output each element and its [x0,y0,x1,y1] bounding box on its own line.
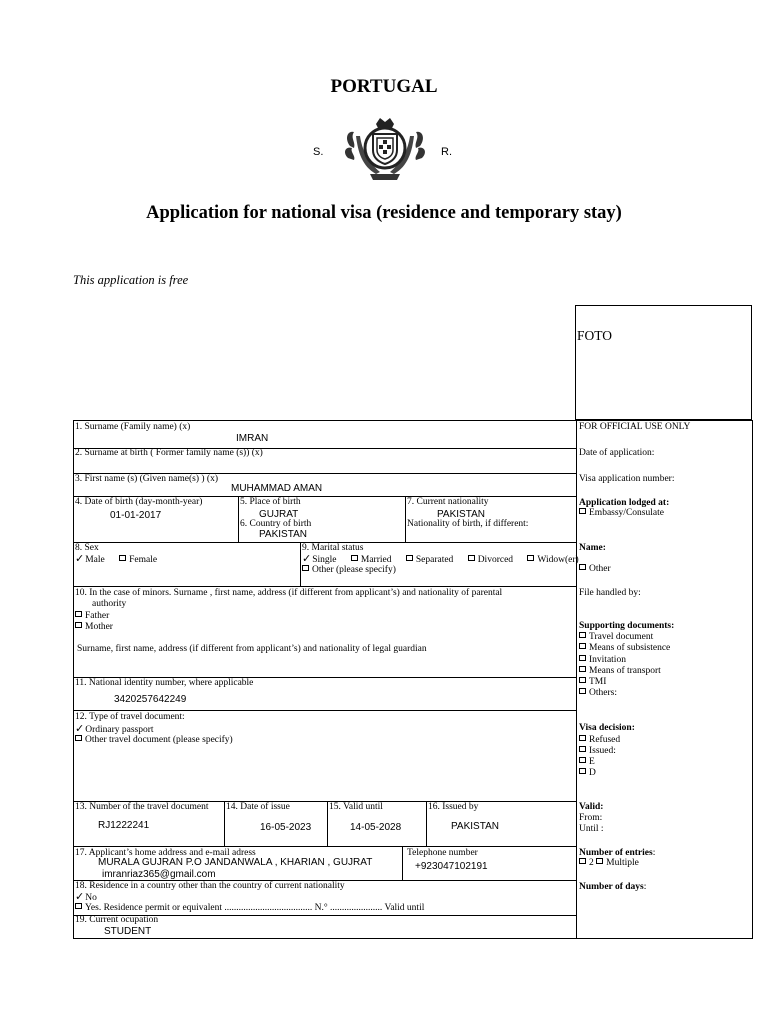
marital-married-option[interactable]: Married [360,555,392,565]
single-checkmark-icon[interactable]: ✓ [302,553,312,565]
legal-guardian-label: Surname, first name, address (if different from applicant’s) and nationality of legal guardian [77,644,427,654]
married-checkbox[interactable] [351,555,358,561]
doc-means-of-transport-checkbox[interactable] [579,666,586,672]
mother-row [75,622,113,633]
official-other-row [579,564,611,575]
visa-e-option[interactable]: E [589,757,595,767]
visa-d-option[interactable]: D [589,768,596,778]
national-id-value[interactable]: 3420257642249 [114,694,187,705]
sex-female-checkbox[interactable] [119,555,126,561]
marital-separated-option[interactable]: Separated [415,555,454,565]
travel-document-number-value[interactable]: RJ1222241 [98,820,150,831]
doc-tmi[interactable]: TMI [589,677,607,687]
visa-issued-row [579,746,616,757]
entries-label: Number of entries [579,848,653,858]
place-of-birth-value[interactable]: GUJRAT [259,509,299,520]
other-travel-document-option[interactable]: Other travel document (please specify) [85,735,233,745]
visa-refused-row [579,735,620,746]
country-heading: PORTUGAL [330,76,438,97]
residence-no-option[interactable]: No [85,893,97,903]
widower-checkbox[interactable] [527,555,534,561]
country-of-birth-label: 6. Country of birth [240,519,312,529]
photo-label: FOTO [577,328,613,343]
marital-divorced-option[interactable]: Divorced [477,555,514,565]
entries-two-option[interactable]: 2 [589,858,597,868]
sex-label: 8. Sex [75,543,99,553]
valid-until-value[interactable]: 14-05-2028 [350,822,402,833]
separated-checkbox[interactable] [406,555,413,561]
doc-means-of-transport-row [579,666,661,677]
sex-options [75,554,157,566]
mother-checkbox[interactable] [75,622,82,628]
days-label: Number of days [579,882,644,892]
other-travel-document-row [75,735,233,746]
residence-yes-row [75,903,424,914]
official-valid-until: Until : [579,824,604,834]
telephone-value[interactable]: +923047102191 [415,861,488,872]
entries-options-row [579,858,639,869]
marital-other-checkbox[interactable] [302,565,309,571]
visa-e-row [579,757,595,768]
seal-letter-right: R. [441,146,452,158]
residence-yes-checkbox[interactable] [75,903,82,909]
visa-refused-option[interactable]: Refused [589,735,621,745]
entries-multiple-checkbox[interactable] [596,858,603,864]
residence-yes-option[interactable]: Yes. Residence permit or equivalent ..................................... N.° ...................... Valid until [85,903,425,913]
sex-female-option[interactable]: Female [129,555,158,565]
doc-others[interactable]: Others: [589,688,617,698]
official-visa-decision: Visa decision: [579,723,635,733]
entries-colon: : [652,848,656,858]
nationality-at-birth-label: Nationality of birth, if different: [407,519,529,529]
place-of-birth-label: 5. Place of birth [240,497,301,507]
marital-single-option[interactable]: Single [312,555,337,565]
home-address-value[interactable]: MURALA GUJRAN P.O JANDANWALA , KHARIAN , GUJRAT [98,857,373,868]
mother-option[interactable]: Mother [85,622,113,632]
official-other-option[interactable]: Other [589,564,611,574]
doc-travel-document-checkbox[interactable] [579,632,586,638]
travel-document-type-label: 12. Type of travel document: [75,712,185,722]
email-value[interactable]: imranriaz365@gmail.com [102,869,216,880]
coat-of-arms-emblem [340,112,430,184]
official-lodged-at: Application lodged at: [579,498,670,508]
date-of-issue-value[interactable]: 16-05-2023 [260,822,312,833]
seal-letter-left: S. [313,146,324,158]
issued-by-value[interactable]: PAKISTAN [451,821,499,832]
current-nationality-value[interactable]: PAKISTAN [437,509,485,520]
official-name: Name: [579,543,606,553]
doc-tmi-row [579,677,606,688]
marital-widower-option[interactable]: Widow(er) [537,555,579,565]
official-number-of-days [579,882,646,893]
marital-other [302,565,396,576]
entries-multiple-option[interactable]: Multiple [606,858,639,868]
visa-d-row [579,768,596,779]
coat-of-arms [313,112,452,184]
marital-status-label: 9. Marital status [302,543,364,553]
home-address-label: 17. Applicant’s home address and e-mail adress [75,848,256,858]
date-of-birth-label: 4. Date of birth (day-month-year) [75,497,203,507]
doc-invitation-row [579,655,626,666]
page-title: Application for national visa (residence and temporary stay) [146,203,622,223]
embassy-option[interactable]: Embassy/Consulate [589,508,664,518]
other-travel-document-checkbox[interactable] [75,735,82,741]
travel-document-number-label: 13. Number of the travel document [75,802,209,812]
doc-invitation-checkbox[interactable] [579,655,586,661]
first-name-value[interactable]: MUHAMMAD AMAN [231,483,323,494]
photo-box [575,305,752,420]
doc-means-of-subsistence[interactable]: Means of subsistence [589,643,671,653]
doc-means-of-subsistence-checkbox[interactable] [579,643,586,649]
date-of-birth-value[interactable]: 01-01-2017 [110,510,162,521]
days-colon: : [643,882,647,892]
minors-label-continued: authority [92,599,127,609]
father-checkbox[interactable] [75,611,82,617]
minors-label: 10. In the case of minors. Surname , first name, address (if different from applicant’s) and nationality of parental [75,588,503,598]
doc-tmi-checkbox[interactable] [579,677,586,683]
sex-male-option[interactable]: Male [85,555,105,565]
national-id-label: 11. National identity number, where applicable [75,678,254,688]
doc-others-row [579,688,617,699]
valid-until-label: 15. Valid until [329,802,383,812]
official-other-checkbox[interactable] [579,564,586,570]
father-option[interactable]: Father [85,611,110,621]
current-occupation-value[interactable]: STUDENT [104,926,152,937]
issued-by-label: 16. Issued by [428,802,479,812]
official-embassy-row [579,508,664,519]
doc-others-checkbox[interactable] [579,688,586,694]
ordinary-passport-option[interactable]: Ordinary passport [85,725,154,735]
visa-issued-checkbox[interactable] [579,746,586,752]
visa-d-checkbox[interactable] [579,768,586,774]
official-file-handled-by: File handled by: [579,588,641,598]
current-occupation-label: 19. Current ocupation [75,915,159,925]
sex-male-checkmark-icon[interactable]: ✓ [75,553,85,565]
doc-means-of-transport[interactable]: Means of transport [589,666,661,676]
embassy-checkbox[interactable] [579,508,586,514]
surname-label: 1. Surname (Family name) (x) [75,422,191,432]
visa-refused-checkbox[interactable] [579,735,586,741]
official-visa-application-number: Visa application number: [579,474,675,484]
doc-means-of-subsistence-row [579,643,670,654]
country-of-birth-value[interactable]: PAKISTAN [259,529,307,540]
surname-value[interactable]: IMRAN [236,433,269,444]
free-notice: This application is free [73,273,189,287]
surname-at-birth-label: 2. Surname at birth ( Former family name (s)) (x) [75,448,263,458]
official-supporting-documents: Supporting documents: [579,621,675,631]
official-valid: Valid: [579,802,604,812]
visa-e-checkbox[interactable] [579,757,586,763]
date-of-issue-label: 14. Date of issue [226,802,290,812]
doc-travel-document-row [579,632,653,643]
visa-issued-option[interactable]: Issued: [589,746,616,756]
official-valid-from: From: [579,813,603,823]
ordinary-passport-checkmark-icon[interactable]: ✓ [75,723,85,735]
doc-travel-document[interactable]: Travel document [589,632,654,642]
entries-two-checkbox[interactable] [579,858,586,864]
official-use-title: FOR OFFICIAL USE ONLY [579,422,691,432]
official-date-of-application: Date of application: [579,448,655,458]
doc-invitation[interactable]: Invitation [589,655,626,665]
residence-no-checkmark-icon[interactable]: ✓ [75,891,85,903]
father-row [75,611,109,622]
residence-label: 18. Residence in a country other than the country of current nationality [75,881,345,891]
current-nationality-label: 7. Current nationality [407,497,489,507]
telephone-label: Telephone number [407,848,478,858]
first-name-label: 3. First name (s) (Given name(s) ) (x) [75,474,218,484]
divorced-checkbox[interactable] [468,555,475,561]
marital-other-option[interactable]: Other (please specify) [312,565,396,575]
